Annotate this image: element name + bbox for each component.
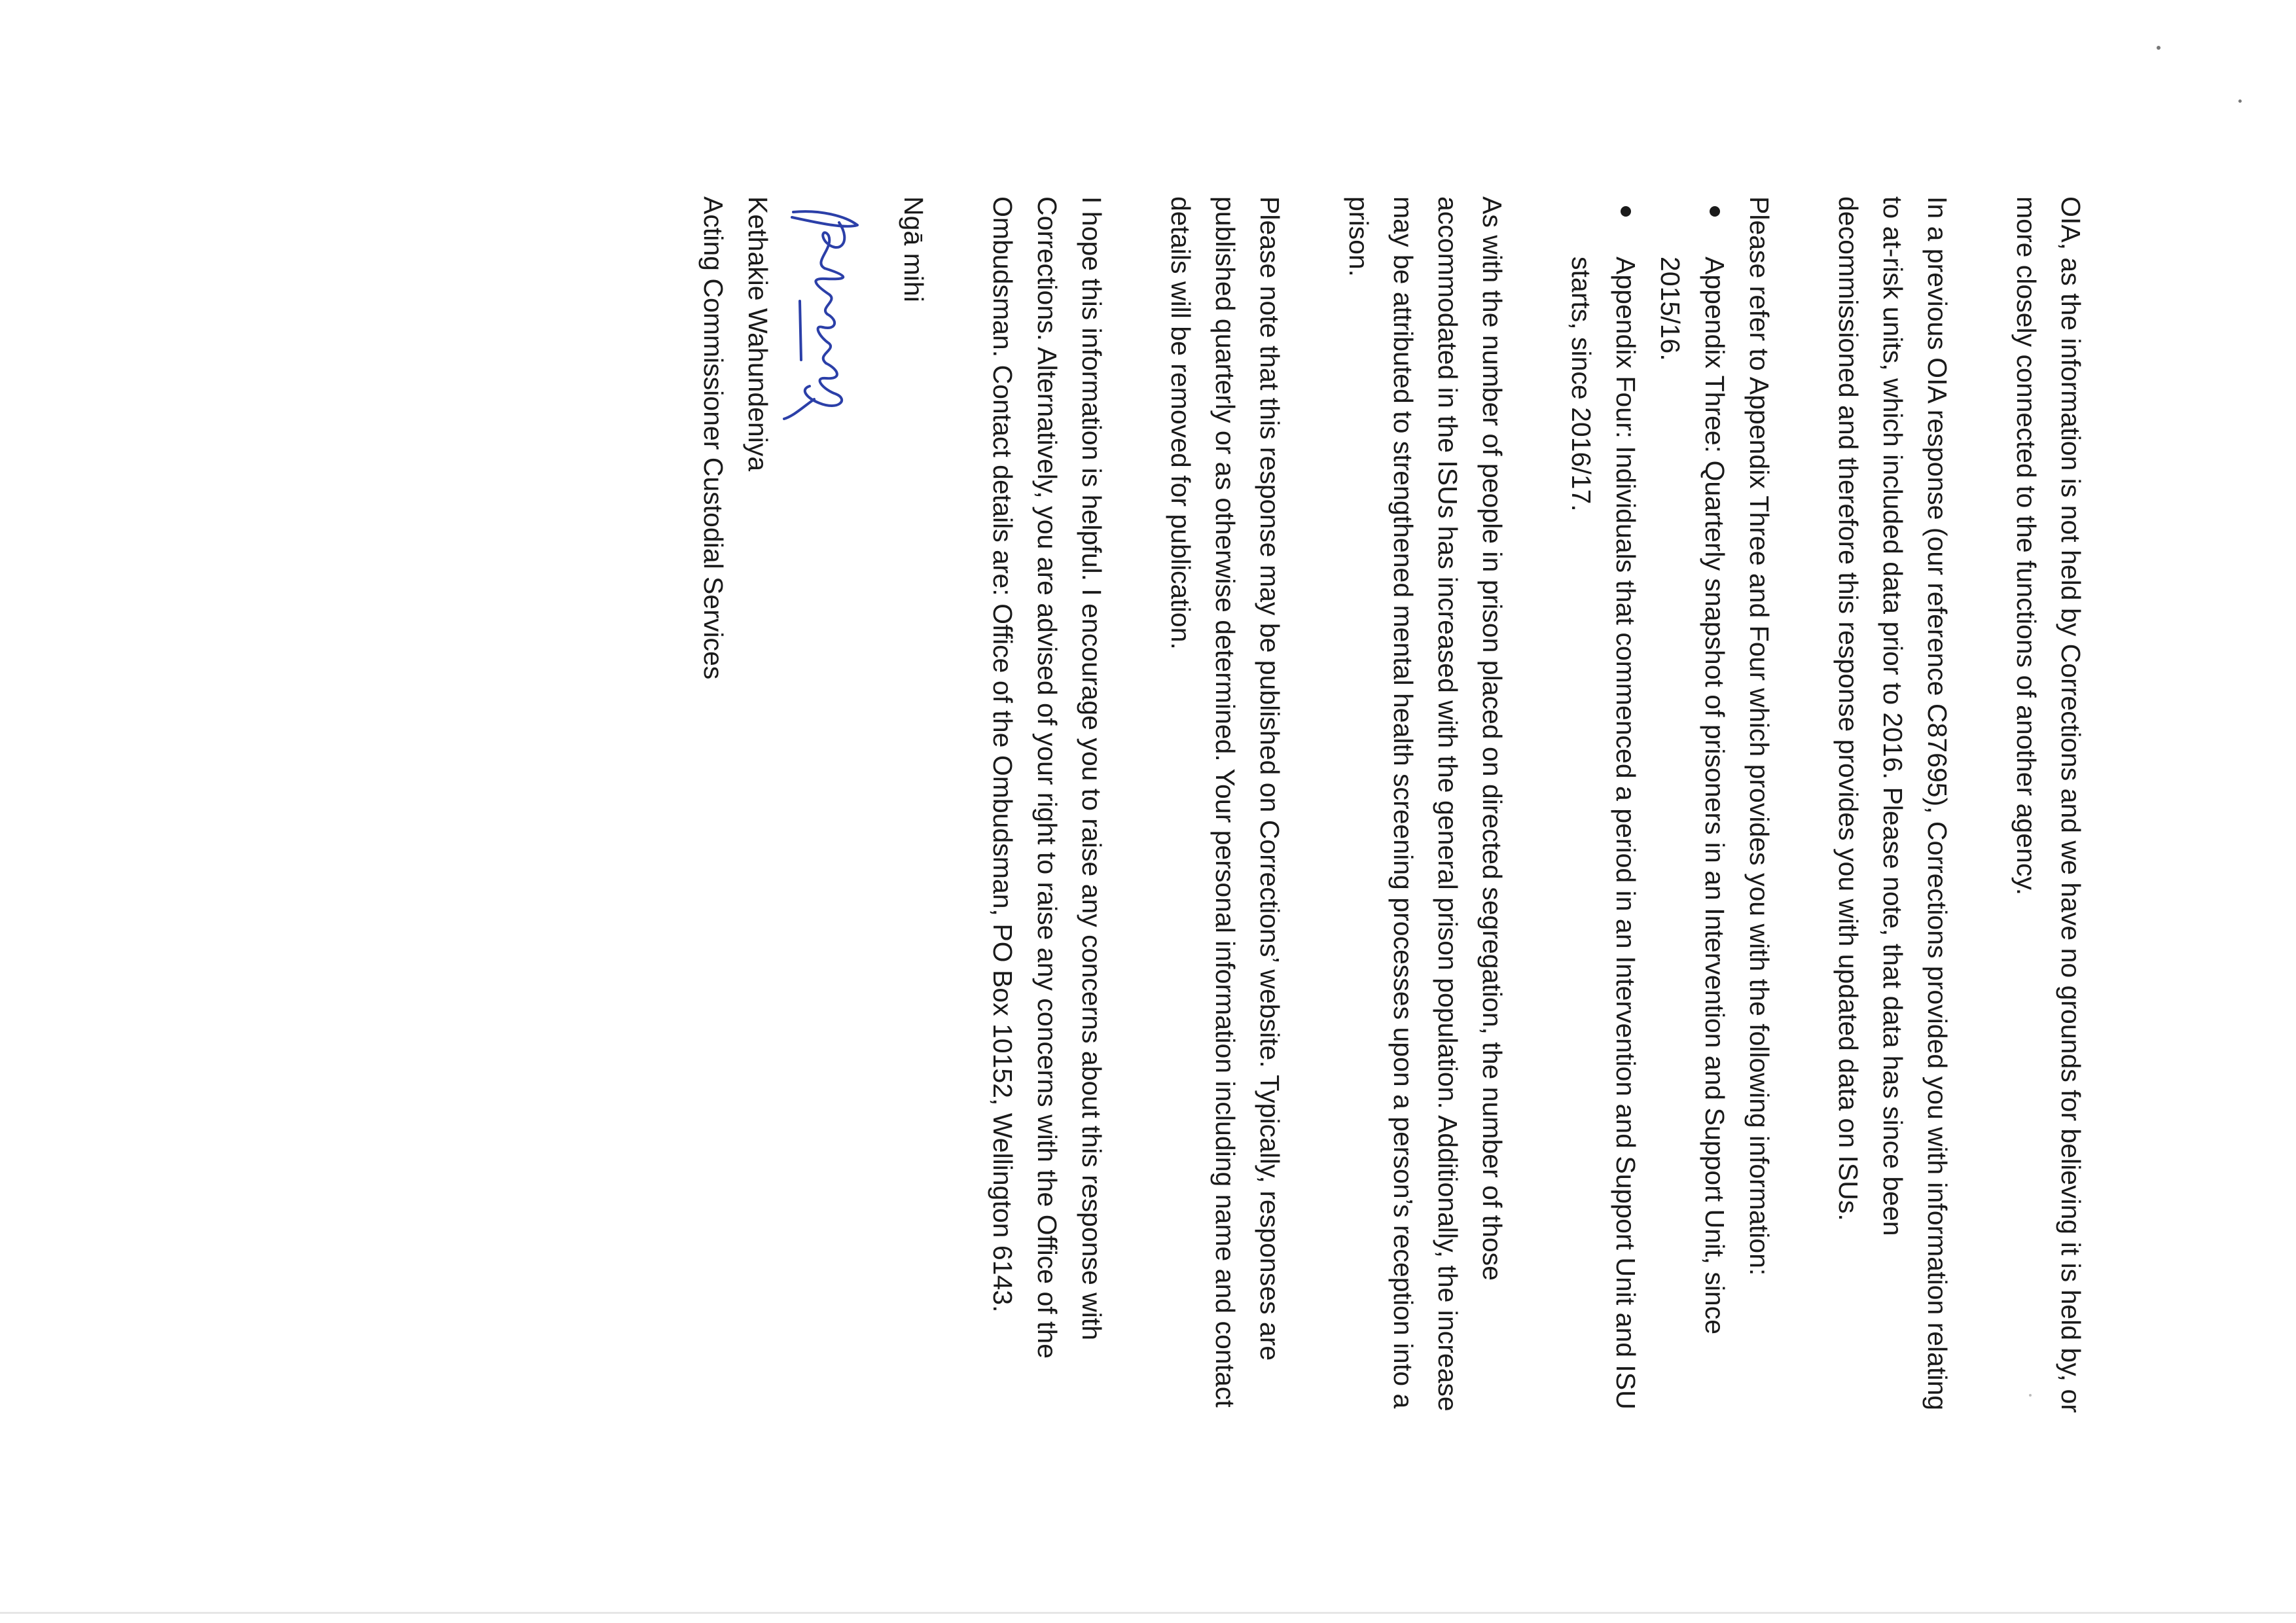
scan-edge — [0, 1612, 2296, 1614]
appendix-three-item: Appendix Three: Quarterly snapshot of prisoners in an Intervention and Support Unit, since 2015/16. — [1648, 196, 1737, 1440]
paragraph-segregation: As with the number of people in prison placed on directed segregation, the number of those accommodated in the ISUs has increased with the general prison population. Additionally, the increase may be attributed to strengthened mental health screening processes upon a person’s reception into a prison. — [1344, 196, 1507, 1412]
appendix-list — [1559, 196, 1737, 1440]
closing-line: Ngā mihi — [899, 196, 929, 302]
paragraph-previous-response: In a previous OIA response (our reference C87695), Corrections provided you with information relating to at-risk units, which included data prior to 2016. Please note, that data has since been decommissioned and therefore this response provides you with updated data on ISUs. — [1833, 196, 1952, 1411]
scan-speck — [2238, 99, 2242, 103]
signature-mark — [780, 203, 865, 425]
paragraph-oia-not-held: OIA, as the information is not held by Corrections and we have no grounds for believing it is held by, or more closely connected to the functions of another agency. — [2011, 196, 2086, 1413]
paragraph-publication-notice: Please note that this response may be published on Corrections’ website. Typically, responses are published quarterly or as otherwise determined. Your personal information including name and contact details will be removed for publication. — [1166, 196, 1285, 1408]
scan-speck — [2157, 46, 2161, 50]
scan-speck — [2029, 1394, 2032, 1397]
paragraph-ombudsman: I hope this information is helpful. I encourage you to raise any concerns about this response with Corrections. Alternatively, you are advised of your right to raise any concerns with the Office of the Ombudsman. Contact details are: Office of the Ombudsman, PO Box 10152, Wellington 6143. — [988, 196, 1107, 1359]
signatory-name: Kethakie Wahundeniya — [743, 196, 773, 472]
appendix-four-item: Appendix Four: Individuals that commenced a period in an Intervention and Support Unit and ISU starts, since 2016/17. — [1559, 196, 1648, 1440]
letter-body — [691, 196, 2093, 1440]
paragraph-appendix-intro: Please refer to Appendix Three and Four which provides you with the following information: — [1744, 196, 1774, 1276]
signatory-title: Acting Commissioner Custodial Services — [698, 196, 728, 680]
